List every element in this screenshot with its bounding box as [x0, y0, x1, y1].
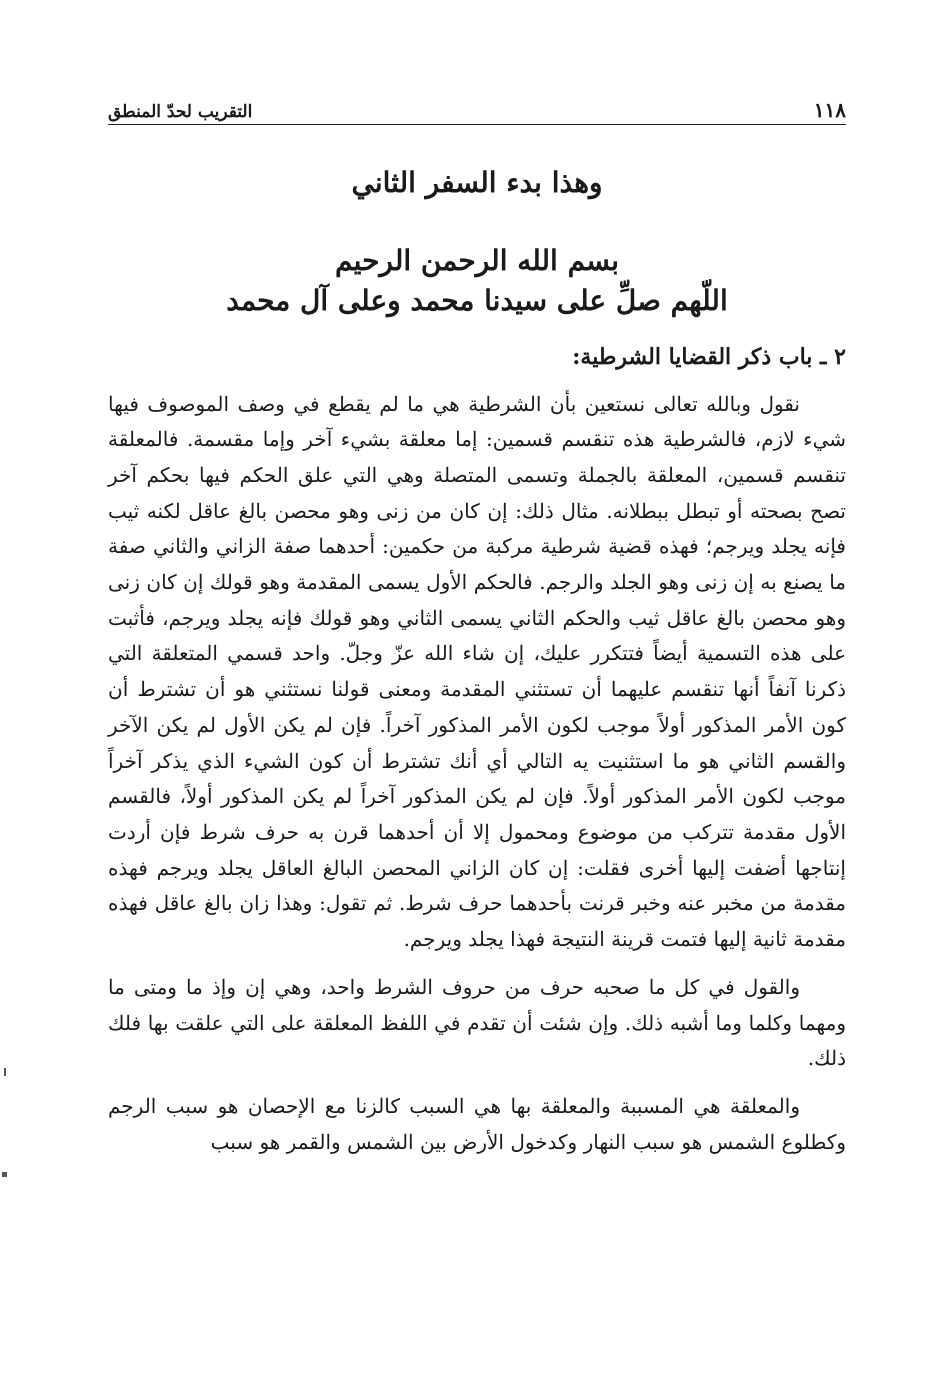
- page-number: ١١٨: [813, 98, 846, 122]
- paragraph: نقول وبالله تعالى نستعين بأن الشرطية هي ما لم يقطع في وصف الموصوف فيها شيء لازم، فالشرطية هذه تنقسم قسمين: إما معلقة بشيء آخر وإما مقسمة. فالمعلقة تنقسم قسمين، المعلقة بالجملة وتسمى المتصلة وهي التي علق الحكم فيها بحكم آخر تصح بصحته أو تبطل ببطلانه. مثال ذلك: إن كان من زنى وهو محصن بالغ عاقل لكنه ثيب فإنه يجلد ويرجم؛ فهذه قضية شرطية مركبة من حكمين: أحدهما صفة الزاني والثاني صفة ما يصنع به إن زنى وهو الجلد والرجم. فالحكم الأول يسمى المقدمة وهو قولك إن كان زنى وهو محصن بالغ عاقل ثيب والحكم الثاني يسمى الثاني وهو قولك فإنه يجلد ويرجم، فأثبت على هذه التسمية أيضاً فتتكرر عليك، إن شاء الله عزّ وجلّ. واحد قسمي المتعلقة التي ذكرنا آنفاً أنها تنقسم عليهما أن تستثني المقدمة ومعنى قولنا نستثني هو أن تشترط أن كون الأمر المذكور أولاً موجب لكون الأمر المذكور آخراً. فإن لم يكن الأول لم يكن الآخر والقسم الثاني هو ما استثنيت يه التالي أي أنك تشترط أن كون الشيء الذي يذكر آخراً موجب لكون الأمر المذكور أولاً. فإن لم يكن المذكور آخراً لم يكن المذكور أولاً، فالقسم الأول مقدمة تتركب من موضوع ومحمول إلا أن أحدهما قرن به حرف شرط فإن أردت إنتاجها أضفت إليها أخرى فقلت: إن كان الزاني المحصن البالغ العاقل يجلد ويرجم فهذه مقدمة من مخبر عنه وخبر قرنت بأحدهما حرف شرط. ثم تقول: وهذا زان بالغ عاقل فهذه مقدمة ثانية إليها فتمت قرينة النتيجة فهذا يجلد ويرجم.: [108, 391, 846, 952]
- chapter-heading: ٢ ـ باب ذكر القضايا الشرطية:: [572, 343, 846, 370]
- book-page: [108, 90, 846, 1160]
- paragraph: والمعلقة هي المسببة والمعلقة بها هي السبب كالزنا مع الإحصان هو سبب الرجم وكطلوع الشمس هو سبب النهار وكدخول الأرض بين الشمس والقمر هو سبب: [108, 1093, 846, 1154]
- basmala: بسم الله الرحمن الرحيم: [335, 244, 619, 278]
- running-header: [108, 90, 846, 125]
- paragraph: والقول في كل ما صحبه حرف من حروف الشرط واحد، وهي إن وإذ ما ومتى ما ومهما وكلما وما أشبه ذلك. وإن شئت أن تقدم في اللفظ المعلقة على التي علقت بها فلك ذلك.: [108, 974, 846, 1071]
- book-title: التقريب لحدّ المنطق: [108, 102, 253, 122]
- scan-margin-mark: [2, 1172, 7, 1177]
- salawat: اللّهم صلِّ على سيدنا محمد وعلى آل محمد: [226, 283, 728, 317]
- part-heading: وهذا بدء السفر الثاني: [351, 166, 603, 199]
- scan-margin-mark: [4, 1068, 6, 1076]
